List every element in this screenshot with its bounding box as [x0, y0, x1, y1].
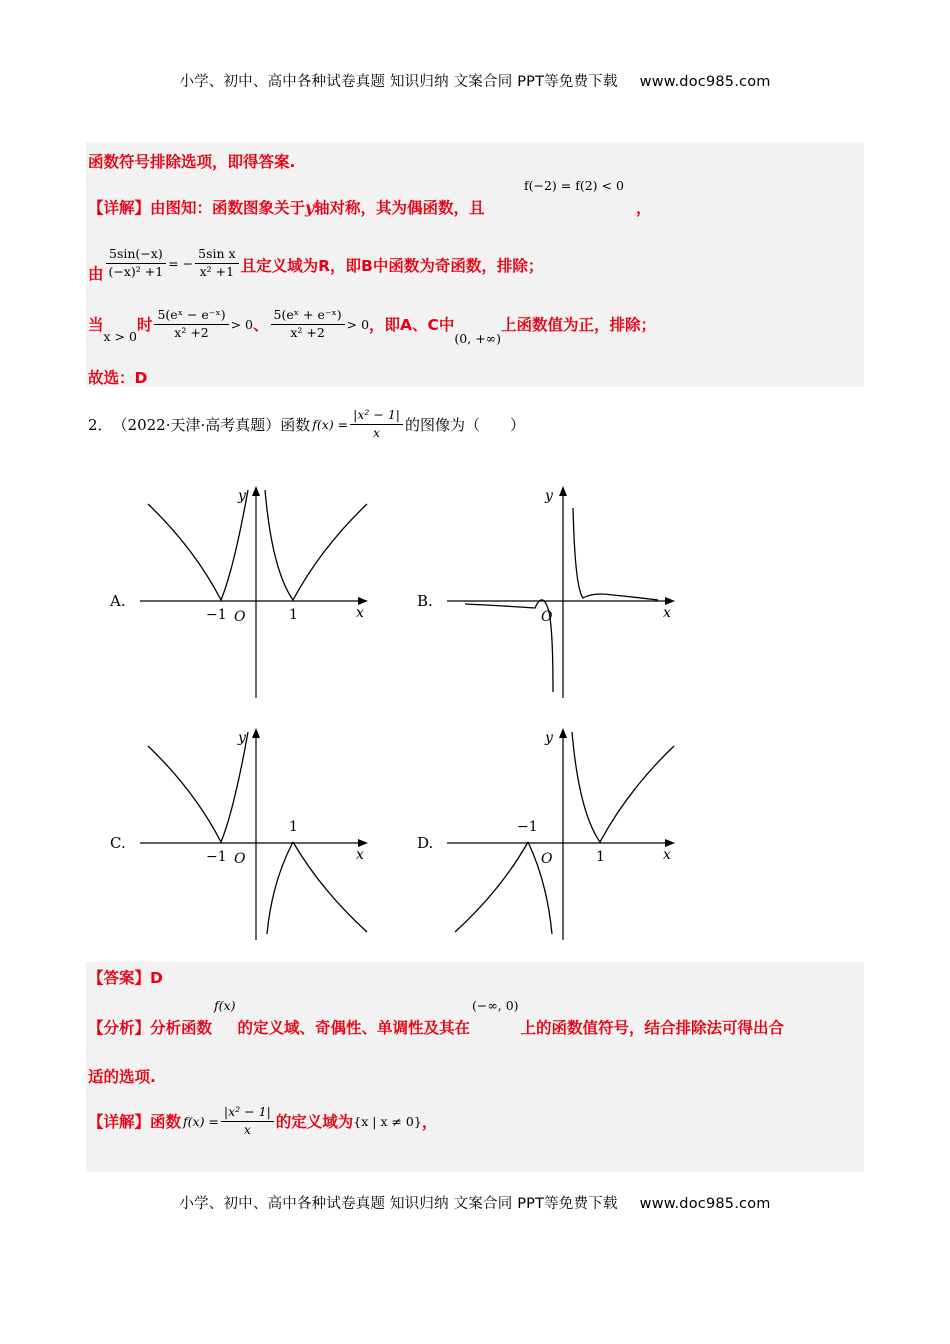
y-axis-arrow	[559, 728, 567, 738]
q1-frac2-den: x² +1	[199, 263, 235, 279]
choice-label: D.	[417, 834, 434, 852]
x-axis-label: x	[663, 605, 671, 621]
analysis-a: 分析函数	[150, 1019, 213, 1037]
q1-frac4	[271, 308, 345, 340]
q1-line4-gt: > 0	[230, 316, 253, 332]
q2-func-frac	[350, 408, 403, 440]
answer-label: 【答案】	[88, 969, 151, 987]
choice-d-graph	[413, 722, 703, 944]
tick-one: 1	[596, 849, 605, 865]
q1-line4-a: 当	[88, 316, 104, 334]
footer-text: 小学、初中、高中各种试卷真题 知识归纳 文案合同 PPT等免费下载	[179, 1196, 618, 1212]
detail-c: ，	[421, 1113, 438, 1131]
q1-line4-c: ，即A、C中	[369, 316, 455, 334]
choice-a[interactable]	[106, 480, 396, 702]
detail-num: |x² − 1|	[221, 1105, 274, 1121]
q1-line3-eq: = −	[168, 255, 194, 271]
graph-axes	[140, 728, 368, 940]
analysis-fx: f(x)	[214, 998, 236, 1013]
detail-set: {x | x ≠ 0}	[353, 1113, 422, 1129]
y-axis-label: y	[545, 488, 553, 504]
x-axis-label: x	[356, 847, 364, 863]
analysis-label: 【分析】	[88, 1019, 151, 1037]
y-axis-label: y	[238, 730, 246, 746]
q1-line2-b: 轴对称，其为偶函数，且	[314, 199, 485, 217]
page-header	[0, 70, 950, 91]
q1-frac4-den: x² +2	[290, 324, 325, 340]
x-axis-label: x	[663, 847, 671, 863]
q2-number: 2．	[88, 415, 113, 434]
choice-c-graph	[106, 722, 396, 944]
q2-stem	[88, 398, 525, 450]
choice-d[interactable]	[413, 722, 703, 944]
q1-frac1-num: 5sin(−x)	[106, 247, 166, 263]
tick-minus-one: −1	[206, 849, 227, 865]
curve-left	[148, 490, 248, 600]
y-axis-arrow	[252, 728, 260, 738]
q1-frac3-den: x² +2	[174, 324, 209, 340]
graph-axes	[140, 486, 368, 698]
analysis-line	[88, 998, 784, 1038]
graph-axes	[447, 486, 675, 698]
page-footer	[0, 1192, 950, 1213]
tick-one: 1	[289, 819, 298, 835]
answer-value: D	[150, 969, 163, 987]
analysis-c: 上的函数值符号，结合排除法可得出合	[520, 1019, 785, 1037]
detail-a: 函数	[150, 1113, 182, 1131]
curve-left	[465, 600, 553, 692]
choice-c[interactable]	[106, 722, 396, 944]
q1-line4-interval: (0, +∞)	[454, 331, 501, 346]
q1-frac3	[154, 308, 228, 340]
q1-line1: 函数符号排除选项，即得答案.	[88, 153, 296, 171]
tick-one: 1	[289, 607, 298, 623]
header-site: www.doc985.com	[639, 74, 771, 90]
y-axis-arrow	[252, 486, 260, 496]
q1-line4-gt2: > 0	[346, 316, 370, 332]
q1-line3	[88, 240, 543, 286]
detail-lhs: f(x) =	[183, 1113, 219, 1129]
origin-label: O	[234, 851, 246, 867]
q1-line4-sep: 、	[253, 316, 269, 334]
header-text: 小学、初中、高中各种试卷真题 知识归纳 文案合同 PPT等免费下载	[179, 74, 618, 90]
q1-frac2	[195, 247, 238, 279]
curve-left	[455, 842, 552, 934]
tick-minus-one: −1	[206, 607, 227, 623]
footer-site: www.doc985.com	[639, 1196, 771, 1212]
choice-a-graph	[106, 480, 396, 702]
origin-label: O	[234, 609, 246, 625]
curve-right	[265, 490, 367, 600]
q2-func-den: x	[373, 424, 381, 440]
q1-line2-a: 由图知：函数图象关于	[150, 199, 306, 217]
q2-func-num: |x² − 1|	[350, 408, 403, 424]
x-axis-label: x	[356, 605, 364, 621]
q1-line4	[88, 300, 656, 348]
choice-b[interactable]	[413, 480, 703, 702]
q2-tail: 的图像为（ ）	[405, 415, 526, 434]
x-axis-arrow	[358, 839, 368, 847]
analysis-b: 的定义域、奇偶性、单调性及其在	[237, 1019, 470, 1037]
y-axis-label: y	[238, 488, 246, 504]
q1-frac4-num: 5(eˣ + e⁻ˣ)	[271, 308, 345, 324]
curve-right	[267, 842, 367, 934]
q1-line3-a: 由	[88, 265, 104, 283]
x-axis-arrow	[665, 839, 675, 847]
q1-frac1	[106, 247, 167, 279]
curve-left	[148, 732, 248, 842]
origin-label: O	[541, 609, 553, 625]
detail-label: 【详解】	[88, 199, 151, 217]
q1-line2-comma: ，	[636, 199, 652, 217]
x-axis-arrow	[665, 597, 675, 605]
choice-b-graph	[413, 480, 703, 702]
tick-minus-one: −1	[517, 819, 538, 835]
detail-line	[88, 1098, 437, 1144]
detail-b: 的定义域为	[275, 1113, 354, 1131]
choice-label: C.	[110, 834, 126, 852]
q2-source: （2022·天津·高考真题）函数	[112, 415, 311, 434]
q1-line3-b: 且定义域为R，即B中函数为奇函数，排除；	[240, 257, 544, 275]
q1-line2-y: y	[305, 198, 315, 217]
q1-line2-math: f(−2) = f(2) < 0	[524, 178, 624, 193]
choice-label: A.	[110, 592, 126, 610]
curve-right	[573, 508, 658, 600]
q2-func-lhs: f(x) =	[312, 416, 349, 432]
q1-frac3-num: 5(eˣ − e⁻ˣ)	[154, 308, 228, 324]
analysis-interval: (−∞, 0)	[471, 998, 519, 1013]
q1-line4-cond: x > 0	[103, 329, 137, 344]
q1-line4-d: 上函数值为正，排除；	[500, 316, 656, 334]
detail-den: x	[243, 1121, 251, 1137]
curve-right	[572, 732, 674, 842]
graph-axes	[447, 728, 675, 940]
answer-line	[88, 966, 163, 988]
q1-line2	[88, 178, 858, 221]
q1-line5: 故选：D	[88, 369, 148, 387]
y-axis-arrow	[559, 486, 567, 496]
choice-label: B.	[417, 592, 433, 610]
q1-frac1-den: (−x)² +1	[108, 263, 164, 279]
y-axis-label: y	[545, 730, 553, 746]
q1-frac2-num: 5sin x	[195, 247, 238, 263]
x-axis-arrow	[358, 597, 368, 605]
origin-label: O	[541, 851, 553, 867]
analysis-line2: 适的选项.	[88, 1068, 156, 1086]
q1-line4-b: 时	[136, 316, 153, 334]
detail-frac	[221, 1105, 274, 1137]
detail-label: 【详解】	[88, 1113, 151, 1131]
